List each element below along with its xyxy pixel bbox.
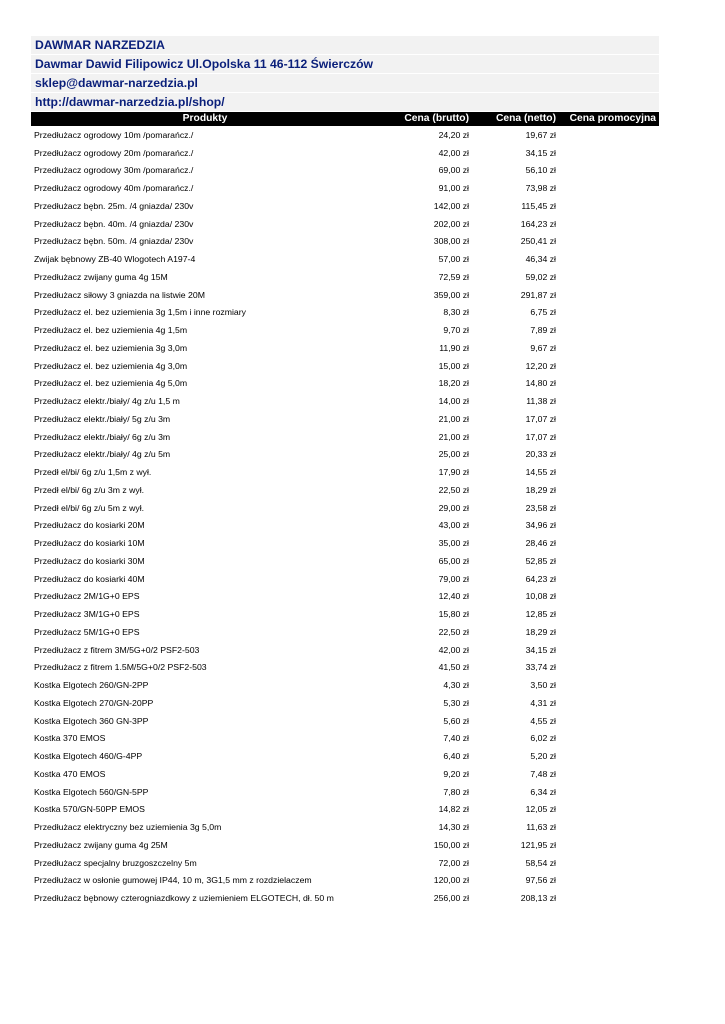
promo-price-cell [559,375,659,393]
gross-price-cell: 21,00 zł [438,431,469,442]
gross-price-cell: 14,30 zł [438,822,469,833]
promo-price-cell [559,570,659,588]
table-row [31,463,659,481]
product-name-cell: Przedłużacz zwijany guma 4g 25M [34,839,168,850]
promo-price-cell [559,339,659,357]
company-address: Dawmar Dawid Filipowicz Ul.Opolska 11 46-112 Świerczów [31,55,659,73]
column-header-product: Produkty [31,112,379,126]
gross-price-cell: 8,30 zł [443,307,469,318]
gross-price-cell: 57,00 zł [438,254,469,265]
net-price-cell: 9,67 zł [530,342,556,353]
promo-price-cell [559,126,659,144]
table-row [31,233,659,251]
product-name-cell: Przedłużacz bębn. 40m. /4 gniazda/ 230v [34,218,194,229]
net-price-cell: 97,56 zł [525,875,556,886]
net-price-cell: 34,15 zł [525,147,556,158]
product-name-cell: Kostka 370 EMOS [34,733,106,744]
table-row [31,428,659,446]
table-row [31,517,659,535]
table-row [31,321,659,339]
product-name-cell: Przedłużacz el. bez uziemienia 4g 3,0m [34,360,188,371]
gross-price-cell: 142,00 zł [433,200,469,211]
gross-price-cell: 17,90 zł [438,467,469,478]
promo-price-cell [559,481,659,499]
product-name-cell: Przedłużacz el. bez uziemienia 3g 1,5m i inne rozmiary [34,307,246,318]
promo-price-cell [559,747,659,765]
price-list-document [31,36,659,907]
promo-price-cell [559,499,659,517]
promo-price-cell [559,588,659,606]
product-name-cell: Kostka Elgotech 560/GN-5PP [34,786,149,797]
promo-price-cell [559,517,659,535]
net-price-cell: 208,13 zł [520,893,556,904]
promo-price-cell [559,268,659,286]
table-row [31,588,659,606]
promo-price-cell [559,357,659,375]
table-row [31,179,659,197]
promo-price-cell [559,783,659,801]
table-row [31,144,659,162]
promo-price-cell [559,836,659,854]
promo-price-cell [559,801,659,819]
gross-price-cell: 256,00 zł [433,893,469,904]
gross-price-cell: 120,00 zł [433,875,469,886]
promo-price-cell [559,676,659,694]
table-row [31,836,659,854]
promo-price-cell [559,304,659,322]
promo-price-cell [559,872,659,890]
product-name-cell: Przedłużacz elektr./biały/ 4g z/u 1,5 m [34,396,180,407]
table-row [31,250,659,268]
net-price-cell: 64,23 zł [525,573,556,584]
promo-price-cell [559,392,659,410]
promo-price-cell [559,179,659,197]
gross-price-cell: 25,00 zł [438,449,469,460]
net-price-cell: 18,29 zł [525,484,556,495]
gross-price-cell: 15,80 zł [438,609,469,620]
gross-price-cell: 72,59 zł [438,271,469,282]
table-row [31,446,659,464]
product-name-cell: Przedłużacz do kosiarki 30M [34,555,145,566]
gross-price-cell: 7,80 zł [443,786,469,797]
promo-price-cell [559,641,659,659]
net-price-cell: 17,07 zł [525,413,556,424]
table-row [31,552,659,570]
net-price-cell: 14,80 zł [525,378,556,389]
product-name-cell: Kostka Elgotech 260/GN-2PP [34,680,149,691]
gross-price-cell: 359,00 zł [433,289,469,300]
promo-price-cell [559,215,659,233]
gross-price-cell: 9,70 zł [443,325,469,336]
net-price-cell: 4,55 zł [530,715,556,726]
column-header-promo-price: Cena promocyjna [559,112,659,126]
table-row [31,889,659,907]
net-price-cell: 33,74 zł [525,662,556,673]
company-name: DAWMAR NARZEDZIA [31,36,659,54]
table-body [31,126,659,907]
promo-price-cell [559,730,659,748]
table-row [31,392,659,410]
product-name-cell: Przedłużacz elektr./biały/ 4g z/u 5m [34,449,171,460]
gross-price-cell: 150,00 zł [433,839,469,850]
net-price-cell: 34,96 zł [525,520,556,531]
net-price-cell: 7,48 zł [530,768,556,779]
table-row [31,712,659,730]
product-name-cell: Przedłużacz bębn. 25m. /4 gniazda/ 230v [34,200,194,211]
gross-price-cell: 72,00 zł [438,857,469,868]
product-name-cell: Przedłużacz elektr./biały/ 6g z/u 3m [34,431,171,442]
product-name-cell: Przedłużacz do kosiarki 20M [34,520,145,531]
table-row [31,534,659,552]
gross-price-cell: 7,40 zł [443,733,469,744]
net-price-cell: 291,87 zł [520,289,556,300]
net-price-cell: 12,85 zł [525,609,556,620]
product-name-cell: Przedłużacz zwijany guma 4g 15M [34,271,168,282]
gross-price-cell: 18,20 zł [438,378,469,389]
table-row [31,854,659,872]
table-row [31,499,659,517]
net-price-cell: 59,02 zł [525,271,556,282]
table-row [31,375,659,393]
gross-price-cell: 14,82 zł [438,804,469,815]
gross-price-cell: 4,30 zł [443,680,469,691]
promo-price-cell [559,162,659,180]
net-price-cell: 28,46 zł [525,538,556,549]
net-price-cell: 6,02 zł [530,733,556,744]
gross-price-cell: 91,00 zł [438,183,469,194]
promo-price-cell [559,854,659,872]
gross-price-cell: 65,00 zł [438,555,469,566]
product-name-cell: Przedł el/bi/ 6g z/u 5m z wył. [34,502,145,513]
table-row [31,676,659,694]
net-price-cell: 58,54 zł [525,857,556,868]
table-header-row [31,112,659,126]
product-name-cell: Przedłużacz siłowy 3 gniazda na listwie 20M [34,289,205,300]
promo-price-cell [559,233,659,251]
gross-price-cell: 24,20 zł [438,129,469,140]
net-price-cell: 73,98 zł [525,183,556,194]
net-price-cell: 12,05 zł [525,804,556,815]
product-name-cell: Przedłużacz specjalny bruzgoszczelny 5m [34,857,197,868]
company-url[interactable]: http://dawmar-narzedzia.pl/shop/ [31,93,659,111]
table-row [31,481,659,499]
product-name-cell: Przedłużacz bębn. 50m. /4 gniazda/ 230v [34,236,194,247]
product-name-cell: Kostka Elgotech 360 GN-3PP [34,715,149,726]
gross-price-cell: 12,40 zł [438,591,469,602]
net-price-cell: 10,08 zł [525,591,556,602]
product-name-cell: Kostka Elgotech 270/GN-20PP [34,697,154,708]
net-price-cell: 46,34 zł [525,254,556,265]
gross-price-cell: 22,50 zł [438,484,469,495]
product-name-cell: Kostka 570/GN-50PP EMOS [34,804,145,815]
product-name-cell: Przedłużacz elektr./biały/ 5g z/u 3m [34,413,171,424]
product-name-cell: Przedłużacz el. bez uziemienia 4g 5,0m [34,378,188,389]
net-price-cell: 11,63 zł [526,822,556,833]
product-name-cell: Zwijak bębnowy ZB-40 Wlogotech A197-4 [34,254,196,265]
gross-price-cell: 42,00 zł [438,644,469,655]
promo-price-cell [559,410,659,428]
table-row [31,730,659,748]
promo-price-cell [559,889,659,907]
gross-price-cell: 69,00 zł [438,165,469,176]
net-price-cell: 17,07 zł [525,431,556,442]
gross-price-cell: 29,00 zł [438,502,469,513]
table-row [31,570,659,588]
net-price-cell: 250,41 zł [520,236,556,247]
table-row [31,694,659,712]
table-row [31,623,659,641]
gross-price-cell: 22,50 zł [438,626,469,637]
product-name-cell: Przedłużacz z fitrem 1.5M/5G+0/2 PSF2-503 [34,662,207,673]
promo-price-cell [559,712,659,730]
table-row [31,747,659,765]
product-name-cell: Przedłużacz do kosiarki 40M [34,573,145,584]
gross-price-cell: 202,00 zł [433,218,469,229]
promo-price-cell [559,605,659,623]
gross-price-cell: 35,00 zł [438,538,469,549]
promo-price-cell [559,818,659,836]
product-name-cell: Przedłużacz 2M/1G+0 EPS [34,591,140,602]
gross-price-cell: 5,60 zł [443,715,469,726]
net-price-cell: 18,29 zł [525,626,556,637]
net-price-cell: 6,34 zł [530,786,556,797]
net-price-cell: 11,38 zł [526,396,556,407]
gross-price-cell: 15,00 zł [438,360,469,371]
table-row [31,801,659,819]
promo-price-cell [559,765,659,783]
net-price-cell: 34,15 zł [525,644,556,655]
promo-price-cell [559,534,659,552]
promo-price-cell [559,623,659,641]
net-price-cell: 12,20 zł [525,360,556,371]
gross-price-cell: 308,00 zł [433,236,469,247]
table-row [31,268,659,286]
net-price-cell: 115,45 zł [521,200,556,211]
table-row [31,286,659,304]
product-name-cell: Przedłużacz ogrodowy 30m /pomarańcz./ [34,165,194,176]
product-name-cell: Przedł el/bi/ 6g z/u 1,5m z wył. [34,467,152,478]
product-name-cell: Przedłużacz 5M/1G+0 EPS [34,626,140,637]
gross-price-cell: 11,90 zł [439,342,469,353]
product-name-cell: Kostka Elgotech 460/G-4PP [34,751,143,762]
table-row [31,215,659,233]
table-row [31,357,659,375]
gross-price-cell: 41,50 zł [438,662,469,673]
net-price-cell: 5,20 zł [530,751,556,762]
column-header-gross-price: Cena (brutto) [379,112,472,126]
promo-price-cell [559,321,659,339]
gross-price-cell: 6,40 zł [443,751,469,762]
net-price-cell: 7,89 zł [530,325,556,336]
net-price-cell: 121,95 zł [520,839,556,850]
net-price-cell: 56,10 zł [525,165,556,176]
net-price-cell: 14,55 zł [525,467,556,478]
net-price-cell: 3,50 zł [530,680,556,691]
gross-price-cell: 14,00 zł [438,396,469,407]
net-price-cell: 52,85 zł [525,555,556,566]
table-row [31,872,659,890]
net-price-cell: 20,33 zł [525,449,556,460]
product-name-cell: Kostka 470 EMOS [34,768,106,779]
gross-price-cell: 79,00 zł [438,573,469,584]
gross-price-cell: 21,00 zł [438,413,469,424]
gross-price-cell: 9,20 zł [443,768,469,779]
product-name-cell: Przedłużacz z fitrem 3M/5G+0/2 PSF2-503 [34,644,200,655]
table-row [31,304,659,322]
promo-price-cell [559,144,659,162]
column-header-net-price: Cena (netto) [472,112,559,126]
product-name-cell: Przedłużacz w osłonie gumowej IP44, 10 m, 3G1,5 mm z rozdzielaczem [34,875,312,886]
promo-price-cell [559,428,659,446]
table-row [31,339,659,357]
price-table [31,112,659,907]
table-row [31,162,659,180]
product-name-cell: Przedłużacz ogrodowy 40m /pomarańcz./ [34,183,194,194]
product-name-cell: Przedłużacz 3M/1G+0 EPS [34,609,140,620]
product-name-cell: Przedłużacz ogrodowy 20m /pomarańcz./ [34,147,194,158]
product-name-cell: Przedłużacz ogrodowy 10m /pomarańcz./ [34,129,194,140]
promo-price-cell [559,463,659,481]
table-row [31,197,659,215]
net-price-cell: 23,58 zł [525,502,556,513]
net-price-cell: 164,23 zł [520,218,556,229]
product-name-cell: Przedłużacz elektryczny bez uziemienia 3g 5,0m [34,822,222,833]
gross-price-cell: 42,00 zł [438,147,469,158]
product-name-cell: Przedłużacz do kosiarki 10M [34,538,145,549]
product-name-cell: Przedłużacz bębnowy czterogniazdkowy z uziemieniem ELGOTECH, dł. 50 m [34,893,334,904]
table-row [31,605,659,623]
promo-price-cell [559,446,659,464]
promo-price-cell [559,659,659,677]
product-name-cell: Przedłużacz el. bez uziemienia 3g 3,0m [34,342,188,353]
gross-price-cell: 5,30 zł [443,697,469,708]
table-row [31,818,659,836]
table-row [31,641,659,659]
gross-price-cell: 43,00 zł [438,520,469,531]
net-price-cell: 4,31 zł [530,697,556,708]
promo-price-cell [559,694,659,712]
table-row [31,659,659,677]
table-row [31,410,659,428]
promo-price-cell [559,552,659,570]
net-price-cell: 19,67 zł [525,129,556,140]
promo-price-cell [559,286,659,304]
promo-price-cell [559,250,659,268]
product-name-cell: Przedł el/bi/ 6g z/u 3m z wył. [34,484,145,495]
promo-price-cell [559,197,659,215]
table-row [31,126,659,144]
table-row [31,765,659,783]
company-email: sklep@dawmar-narzedzia.pl [31,74,659,92]
table-row [31,783,659,801]
product-name-cell: Przedłużacz el. bez uziemienia 4g 1,5m [34,325,188,336]
net-price-cell: 6,75 zł [530,307,556,318]
